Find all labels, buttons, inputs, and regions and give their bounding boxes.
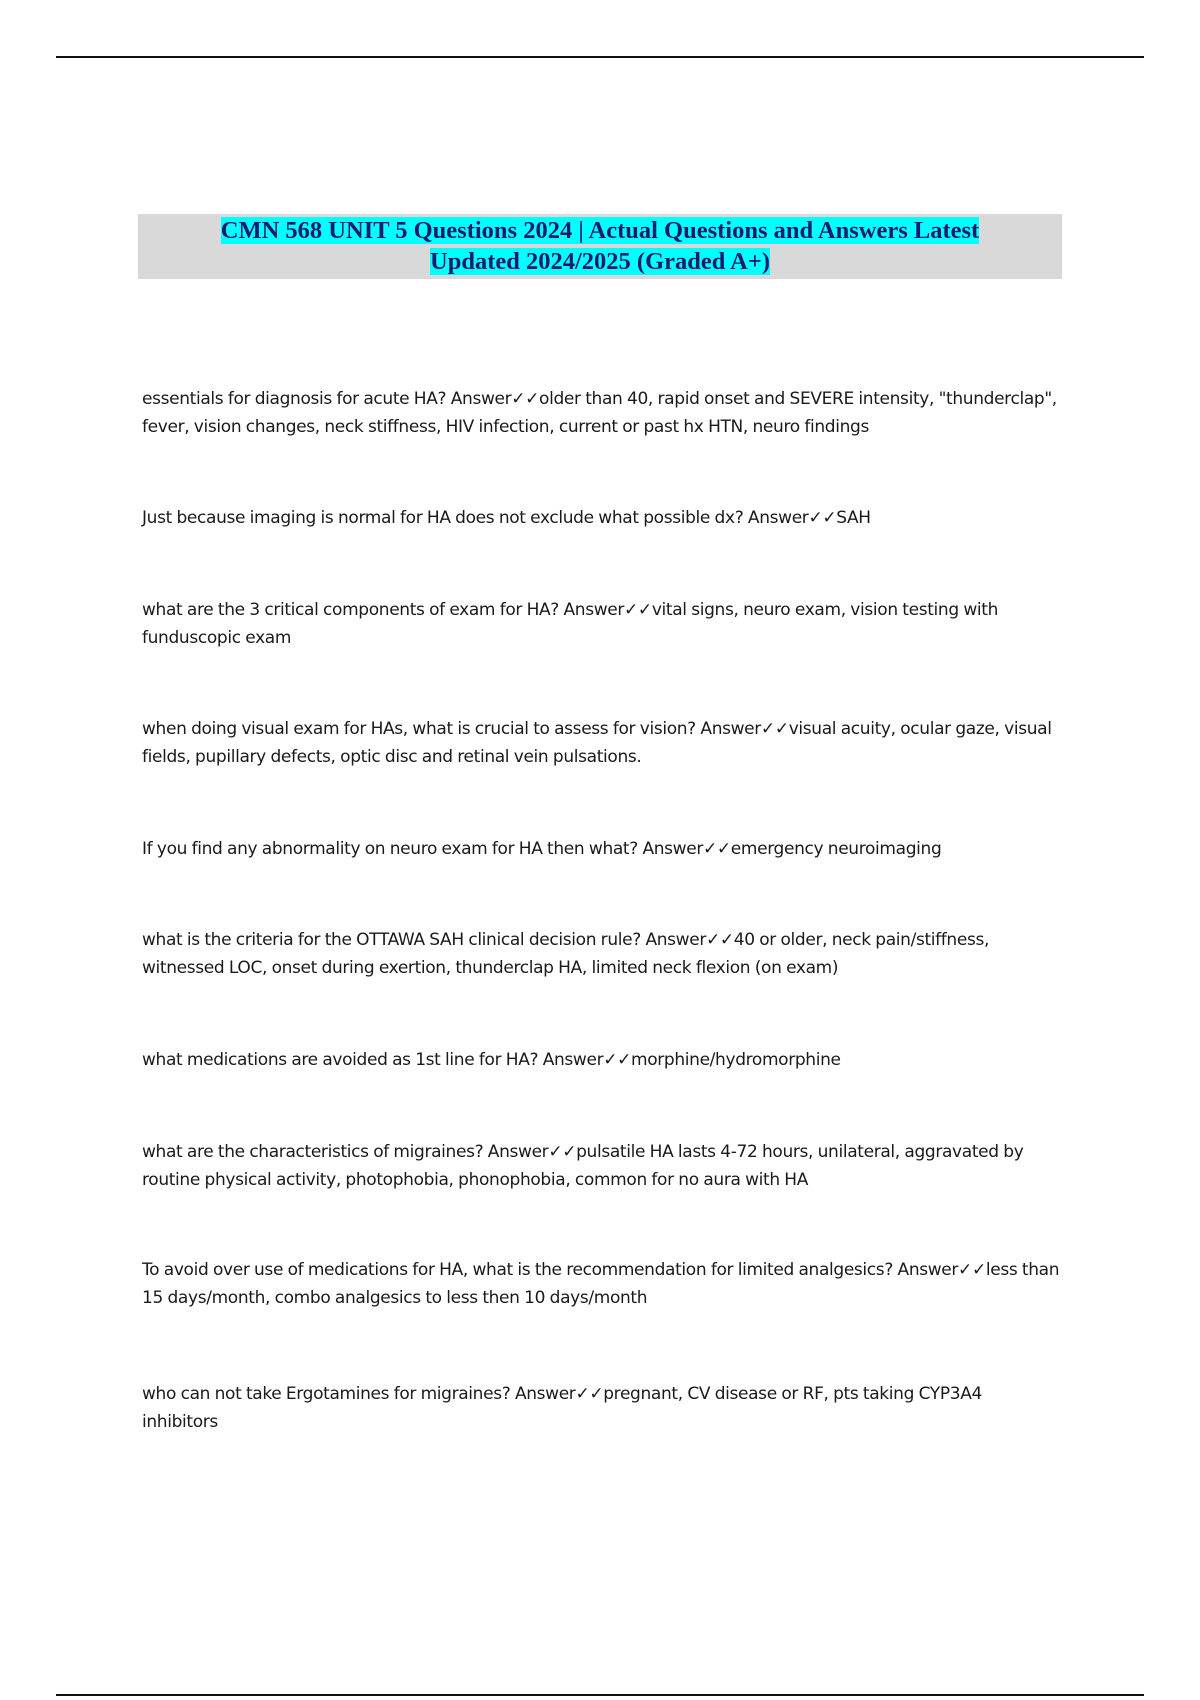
qa-item-7: what medications are avoided as 1st line for HA? Answer✓✓morphine/hydromorphine xyxy=(142,1050,841,1070)
qa-item-1: essentials for diagnosis for acute HA? Answer✓✓older than 40, rapid onset and SEVERE intensity, "thunderclap", fever, vision changes, neck stiffness, HIV infection, current or past hx HTN, neuro findings xyxy=(142,389,1057,437)
document-title xyxy=(138,214,1062,279)
qa-item-5: If you find any abnormality on neuro exam for HA then what? Answer✓✓emergency neuroimaging xyxy=(142,839,942,859)
qa-item-10: who can not take Ergotamines for migraines? Answer✓✓pregnant, CV disease or RF, pts taking CYP3A4 inhibitors xyxy=(142,1384,982,1432)
qa-item-8: what are the characteristics of migraines? Answer✓✓pulsatile HA lasts 4-72 hours, unilateral, aggravated by routine physical activity, photophobia, phonophobia, common for no aura with HA xyxy=(142,1142,1024,1190)
footer-rule xyxy=(56,1694,1144,1696)
qa-item-3: what are the 3 critical components of exam for HA? Answer✓✓vital signs, neuro exam, vision testing with funduscopic exam xyxy=(142,600,999,648)
qa-item-9: To avoid over use of medications for HA, what is the recommendation for limited analgesics? Answer✓✓less than 15 days/month, combo analgesics to less then 10 days/month xyxy=(142,1260,1060,1308)
header-rule xyxy=(56,56,1144,58)
qa-item-6: what is the criteria for the OTTAWA SAH clinical decision rule? Answer✓✓40 or older, neck pain/stiffness, witnessed LOC, onset during exertion, thunderclap HA, limited neck flexion (on exam) xyxy=(142,930,990,978)
qa-item-4: when doing visual exam for HAs, what is crucial to assess for vision? Answer✓✓visual acuity, ocular gaze, visual fields, pupillary defects, optic disc and retinal vein pulsations. xyxy=(142,719,1052,767)
title-line-1: CMN 568 UNIT 5 Questions 2024 | Actual Questions and Answers Latest xyxy=(220,217,980,244)
title-line-2: Updated 2024/2025 (Graded A+) xyxy=(430,248,770,275)
qa-item-2: Just because imaging is normal for HA does not exclude what possible dx? Answer✓✓SAH xyxy=(142,508,871,528)
